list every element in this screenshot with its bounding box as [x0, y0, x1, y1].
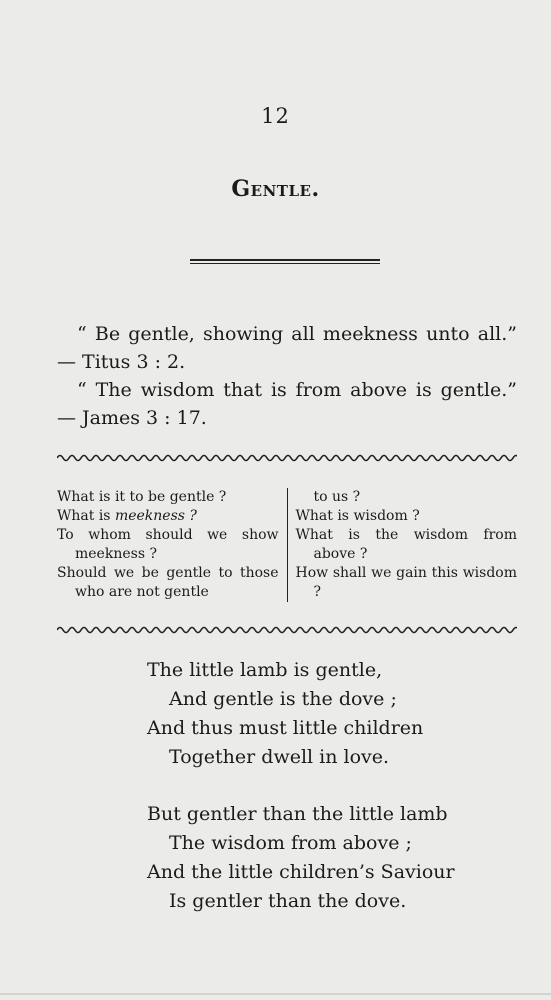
page-number: 12	[261, 104, 290, 128]
question-columns	[57, 488, 517, 602]
poem-line: And the little children’s Saviour	[147, 861, 455, 883]
wavy-divider-bottom	[57, 624, 517, 636]
question-text: What is	[57, 508, 115, 524]
question-item: What is it to be gentle ?	[57, 489, 227, 505]
question-item: to us ?	[313, 489, 361, 505]
poem-line: Together dwell in love.	[169, 746, 390, 768]
question-item: How shall we gain this wisdom ?	[295, 565, 517, 600]
poem-stanza-2	[0, 800, 551, 916]
question-item: What is the wisdom from above ?	[295, 527, 517, 562]
wavy-line	[57, 628, 517, 633]
question-item: To whom should we show meekness ?	[57, 527, 279, 562]
poem-line: The wisdom from above ;	[169, 832, 412, 854]
question-item	[57, 507, 279, 526]
poem-line: The little lamb is gentle,	[147, 659, 383, 681]
poem-line: And thus must little children	[147, 717, 424, 739]
question-column-right	[288, 488, 518, 602]
page-bottom-edge	[0, 993, 551, 995]
question-emphasis: meekness ?	[114, 508, 197, 524]
question-item: Should we be gentle to those who are not gentle	[57, 565, 279, 600]
poem-line: Is gentler than the dove.	[169, 890, 407, 912]
wavy-divider-top	[57, 452, 517, 464]
poem-line: And gentle is the dove ;	[169, 688, 397, 710]
question-item: What is wisdom ?	[295, 508, 420, 524]
poem-stanza-1	[0, 656, 551, 772]
wavy-line	[57, 456, 517, 461]
quote-titus: “ Be gentle, showing all meekness unto all.” — Titus 3 : 2.	[57, 323, 517, 373]
poem-line: But gentler than the little lamb	[147, 803, 448, 825]
question-column-left	[57, 488, 288, 602]
scripture-quotes	[57, 320, 517, 432]
page-title: Gentle.	[231, 176, 320, 202]
title-divider	[190, 259, 380, 264]
quote-james: “ The wisdom that is from above is gentle.” — James 3 : 17.	[57, 379, 517, 429]
